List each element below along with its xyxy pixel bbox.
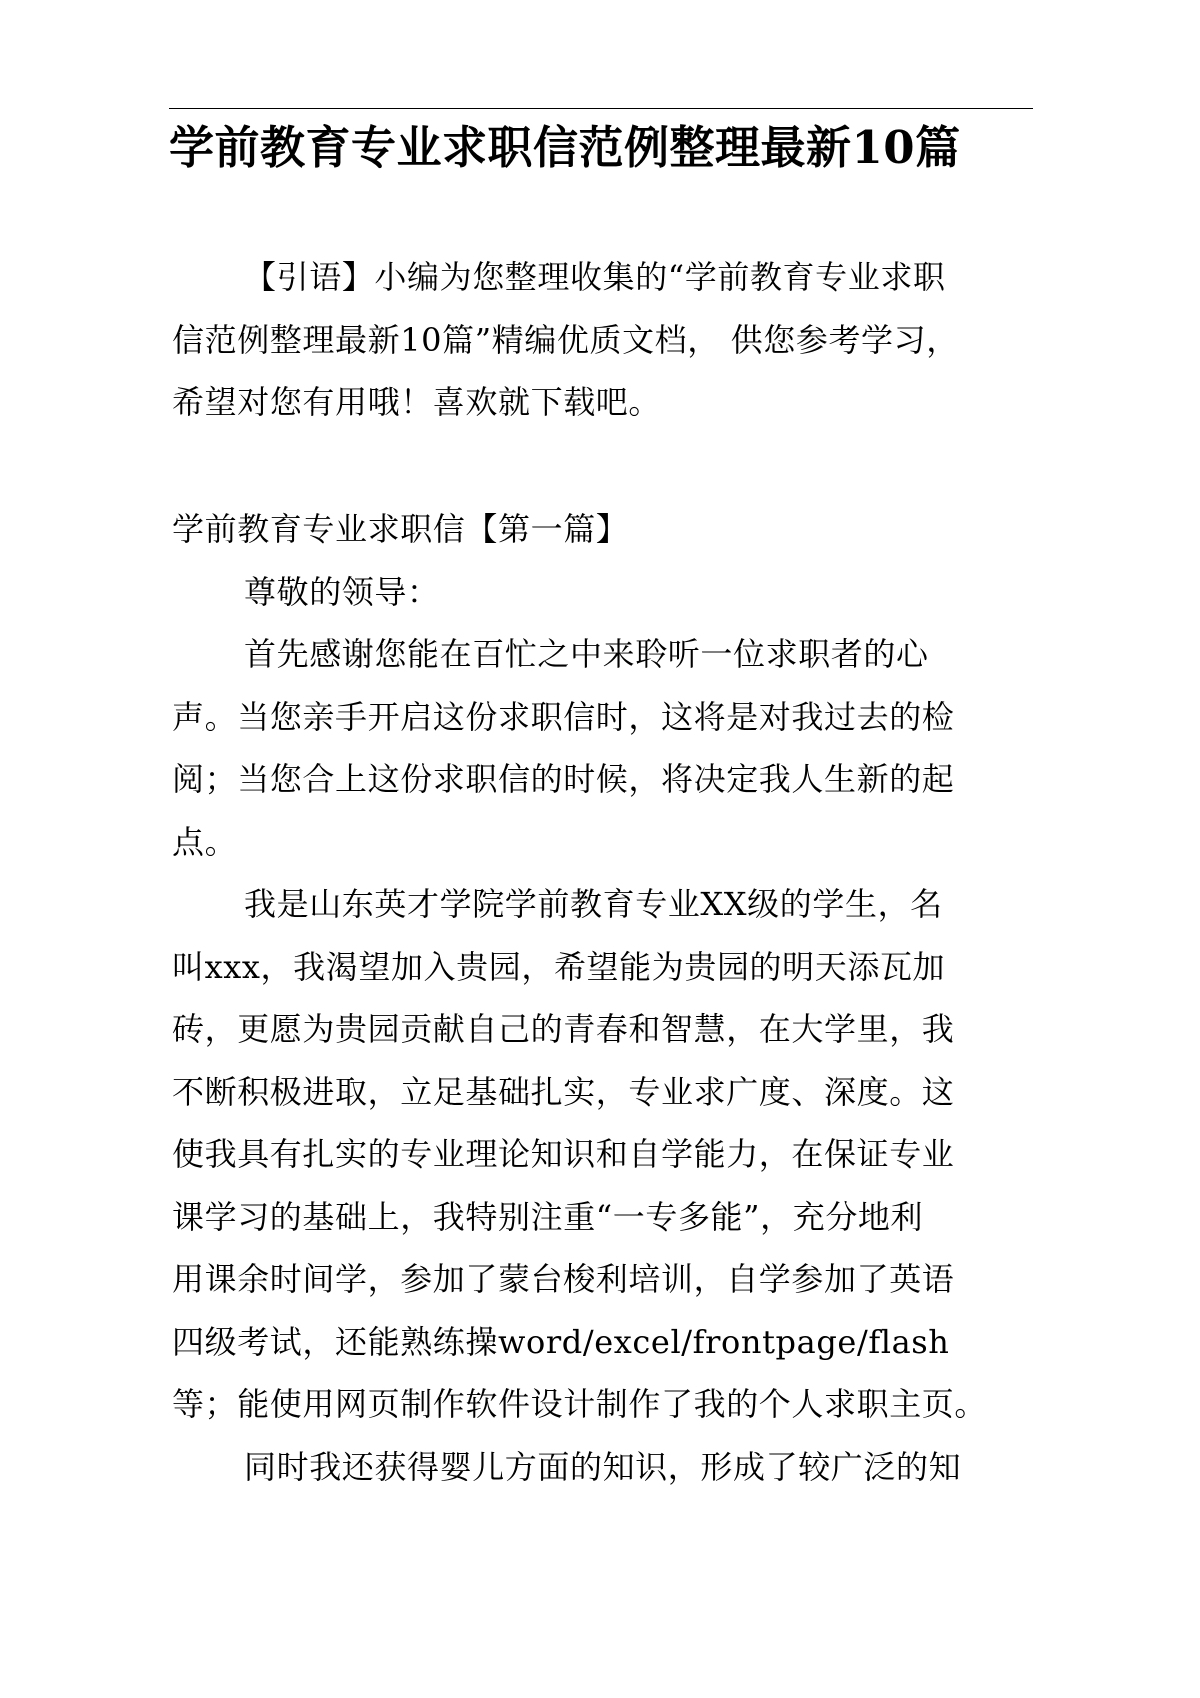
document-title: 学前教育专业求职信范例整理最新10篇 [169,121,961,174]
paragraph-line: 四级考试，还能熟练操word/excel/frontpage/flash [172,1322,950,1361]
paragraph-line: 叫xxx，我渴望加入贵园，希望能为贵园的明天添瓦加 [172,947,946,986]
paragraph-line: 点。 [172,822,238,861]
paragraph-line: 声。当您亲手开启这份求职信时，这将是对我过去的检 [172,697,955,736]
paragraph-line: 我是山东英才学院学前教育专业XX级的学生，名 [244,885,943,923]
paragraph-line: 使我具有扎实的专业理论知识和自学能力，在保证专业 [172,1135,955,1173]
intro-block [172,246,1052,434]
intro-line: 希望对您有用哦！喜欢就下载吧。 [172,383,662,421]
letter-body [172,498,1052,1498]
paragraph-line: 等；能使用网页制作软件设计制作了我的个人求职主页。 [172,1385,988,1423]
title-rule [169,108,1033,109]
paragraph-line: 同时我还获得婴儿方面的知识，形成了较广泛的知 [244,1447,962,1486]
intro-line: 信范例整理最新10篇”精编优质文档， 供您参考学习， [172,320,959,359]
paragraph-line: 不断积极进取，立足基础扎实，专业求广度、深度。这 [172,1072,955,1111]
paragraph-line: 砖，更愿为贵园贡献自己的青春和智慧，在大学里，我 [172,1010,955,1048]
paragraph-line: 阅；当您合上这份求职信的时候，将决定我人生新的起 [172,760,955,798]
paragraph-line: 课学习的基础上，我特别注重“一专多能”，充分地利 [172,1197,924,1236]
paragraph-line: 首先感谢您能在百忙之中来聆听一位求职者的心 [244,635,929,673]
paragraph-line: 用课余时间学，参加了蒙台梭利培训，自学参加了英语 [172,1260,955,1298]
intro-line: 【引语】小编为您整理收集的“学前教育专业求职 [244,258,946,296]
salutation: 尊敬的领导： [244,572,440,611]
section-heading: 学前教育专业求职信【第一篇】 [172,510,629,548]
